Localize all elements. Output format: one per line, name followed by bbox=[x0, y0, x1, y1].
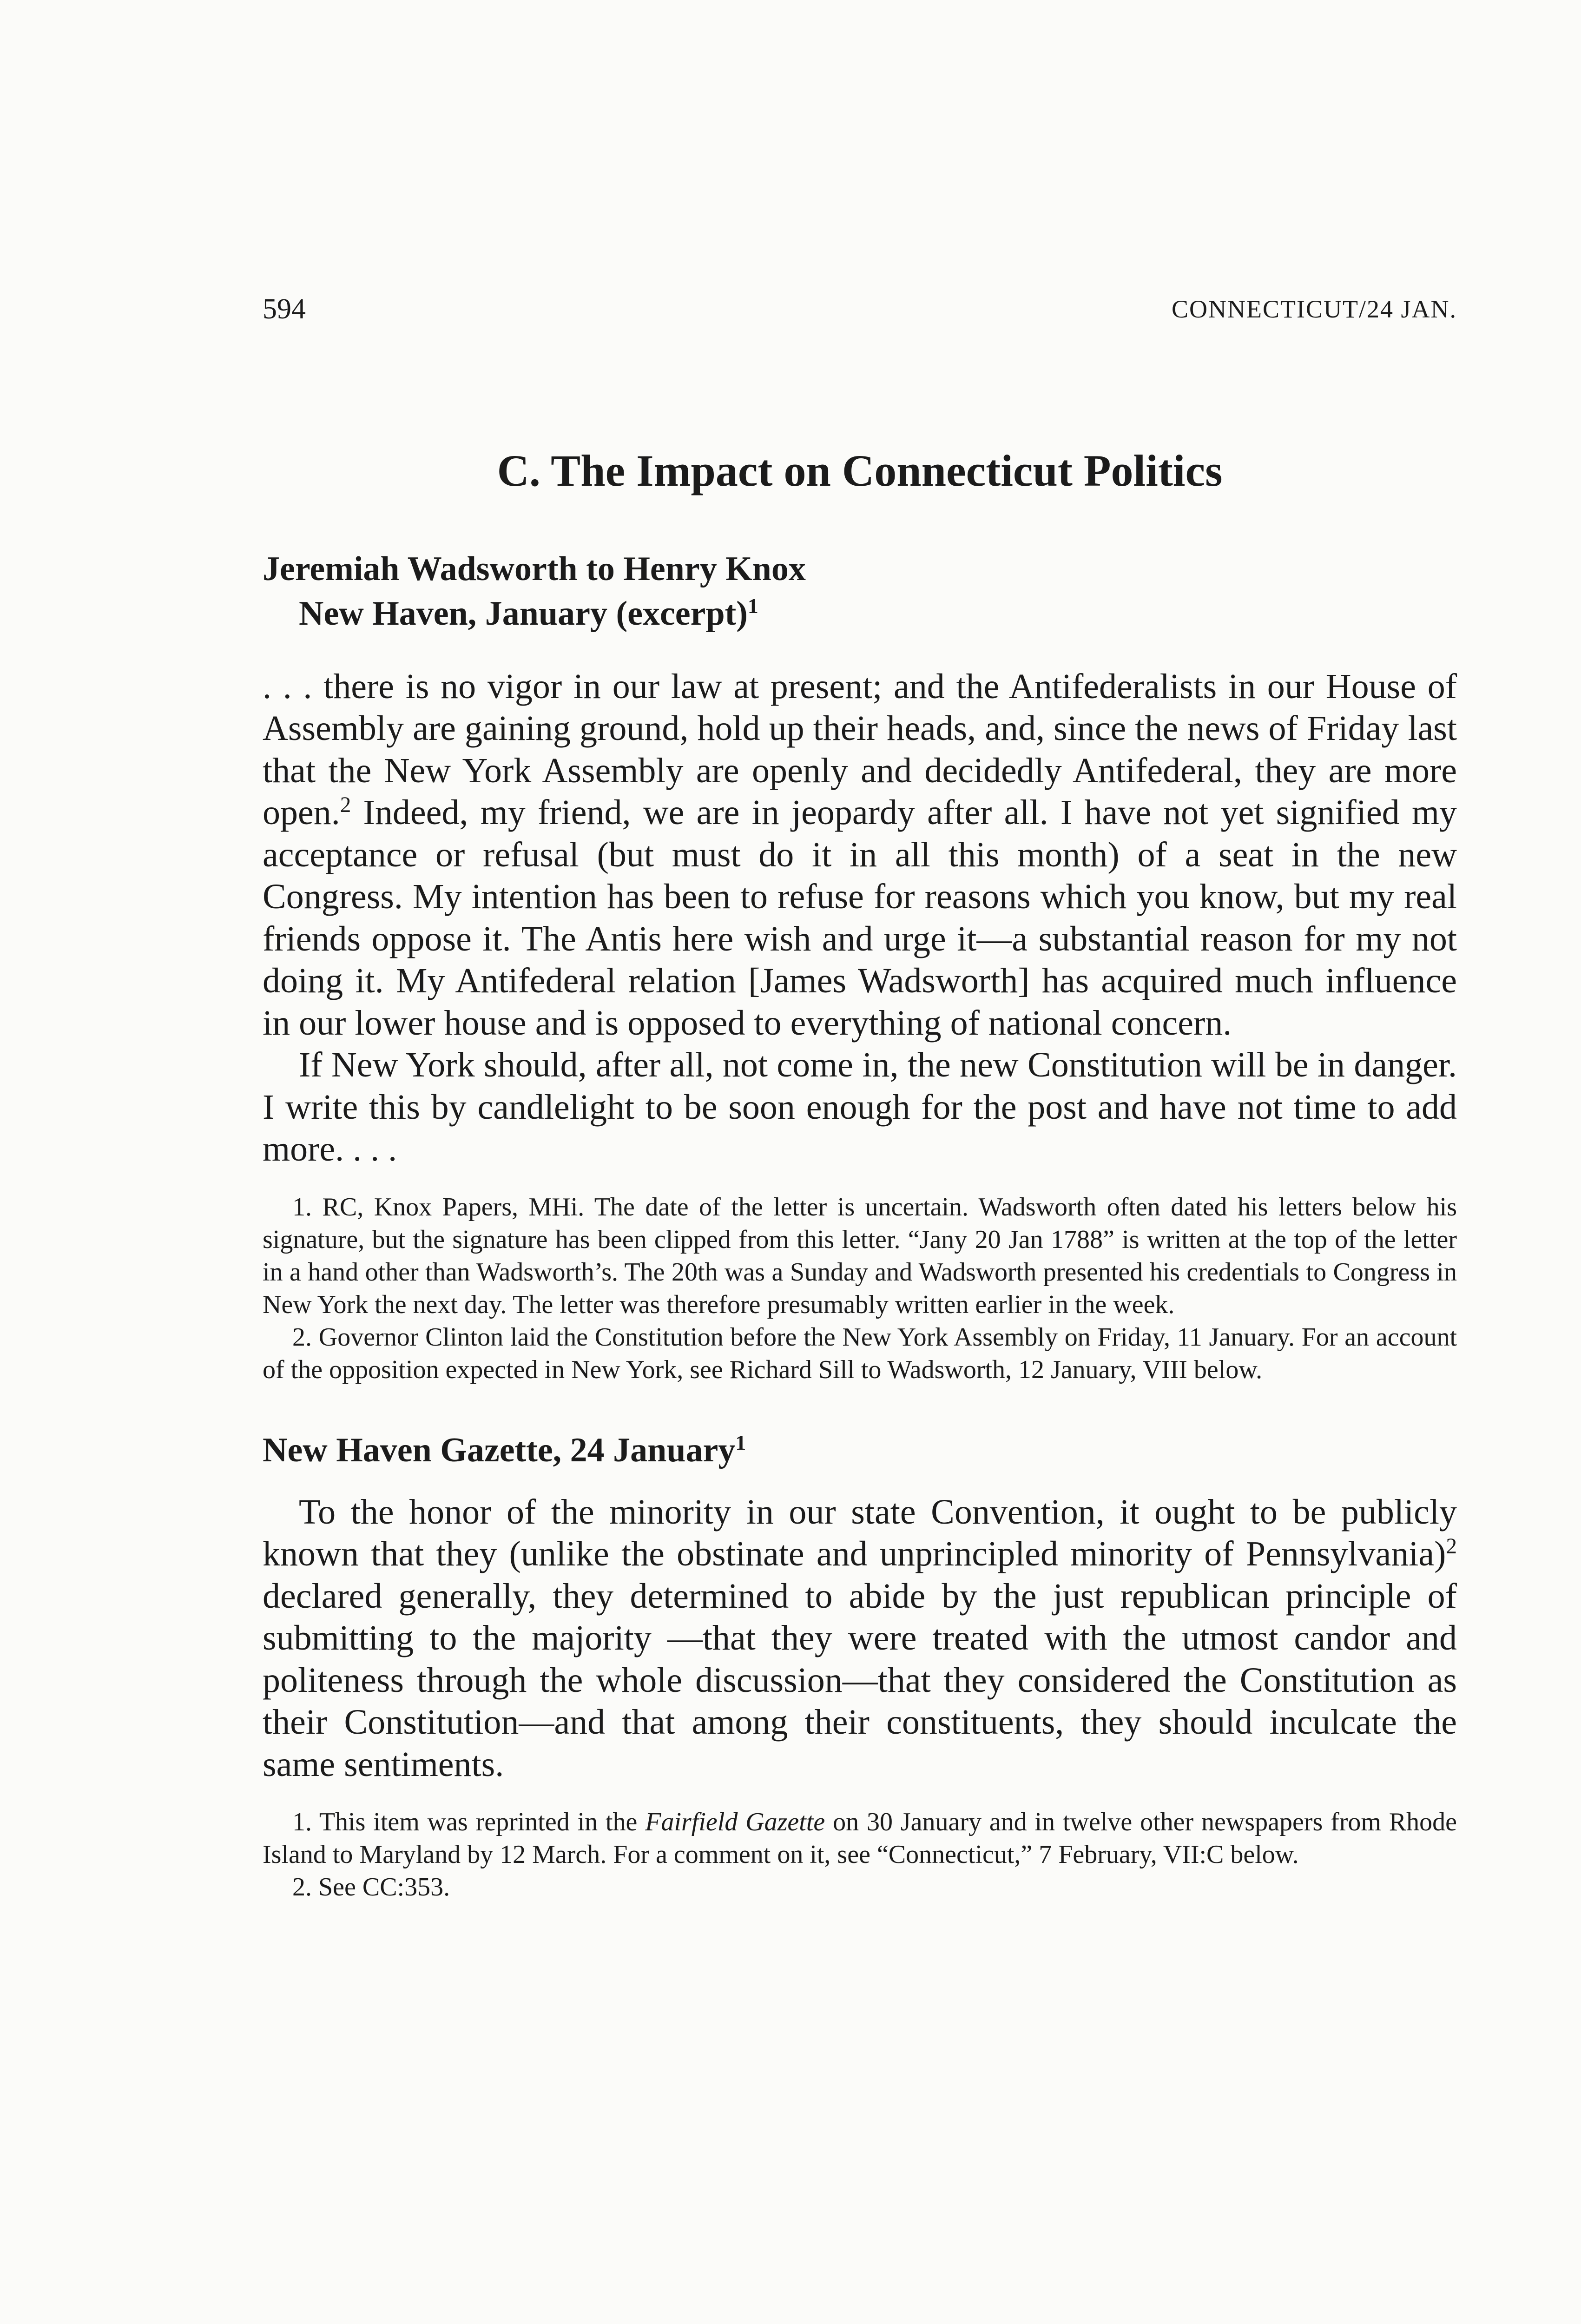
footnotes-gazette bbox=[263, 1806, 1457, 1903]
paragraph-text-cont: declared generally, they determined to abide by the just republican principle of submitting to the majority —that they were treated with the utmost candor and politeness through the whole discussion—that they considered the Constitution as their Constitution—and that among their constituents, they should inculcate the same sentiments. bbox=[263, 1576, 1457, 1784]
letter-paragraph-1 bbox=[263, 666, 1457, 1044]
section-heading: C. The Impact on Connecticut Politics bbox=[497, 446, 1223, 495]
footnote-ref: 1 bbox=[735, 1430, 746, 1454]
footnote-ref: 2 bbox=[340, 793, 351, 818]
note-text: 1. This item was reprinted in the bbox=[292, 1808, 646, 1837]
footnote-1: 1. RC, Knox Papers, MHi. The date of the letter is uncertain. Wadsworth often dated his letters below his signature, but the signature has been clipped from this letter. “Jany 20 Jan 1788” is written at the top of the letter in a hand other than Wadsworth’s. The 20th was a Sunday and Wadsworth presented his credentials to Congress in New York the next day. The letter was therefore presumably written earlier in the week. bbox=[263, 1192, 1457, 1319]
paragraph-text-cont: Indeed, my friend, we are in jeopardy after all. I have not yet signified my acceptance or refusal (but must do it in all this month) of a seat in the new Congress. My intention has been to refuse for reasons which you know, but my real friends oppose it. The Antis here wish and urge it—a substantial reason for my not doing it. My Antifederal relation [James Wadsworth] has acquired much influence in our lower house and is opposed to everything of national concern. bbox=[263, 793, 1457, 1043]
document-heading-wadsworth-to-knox bbox=[263, 547, 1457, 636]
footnotes-wadsworth bbox=[263, 1191, 1457, 1386]
document-heading-new-haven-gazette bbox=[263, 1428, 1457, 1472]
running-head bbox=[263, 293, 1457, 330]
footnote-2: 2. Governor Clinton laid the Constitution before the New York Assembly on Friday, 11 January. For an account of the opposition expected in New York, see Richard Sill to Wadsworth, 12 January, VIII below. bbox=[263, 1322, 1457, 1384]
footnote-ref: 1 bbox=[747, 594, 758, 618]
paragraph-text: . . . there is no vigor in our law at present; and the Antifederalists in our House of Assembly are gaining ground, hold up their heads, and, since the news of Friday last that the New York Assembly are openly and decidedly Antifederal, they are more open. bbox=[263, 667, 1457, 832]
letter-paragraph-2: If New York should, after all, not come in, the new Constitution will be in danger. I write this by candlelight to be soon enough for the post and have not time to add more. . . . bbox=[263, 1045, 1457, 1169]
heading-line-2 bbox=[263, 591, 1457, 636]
newspaper-title: Fairfield Gazette bbox=[645, 1808, 825, 1837]
gazette-paragraph bbox=[263, 1491, 1457, 1786]
footnote-2: 2. See CC:353. bbox=[292, 1873, 450, 1902]
heading-text: New Haven Gazette, 24 January bbox=[263, 1431, 736, 1469]
heading-line-1: Jeremiah Wadsworth to Henry Knox bbox=[263, 549, 806, 588]
running-title: CONNECTICUT/24 JAN. bbox=[1172, 295, 1457, 323]
footnote-1 bbox=[263, 1806, 1457, 1871]
paragraph-text: To the honor of the minority in our state Convention, it ought to be publicly known that they (unlike the obstinate and unprincipled minority of Pennsylvania) bbox=[263, 1492, 1457, 1574]
note-text-cont: on 30 January and in twelve other newspapers from Rhode Island to Maryland by 12 March. For a comment on it, see “Connecticut,” 7 February, VII:C below. bbox=[263, 1808, 1457, 1869]
page-number: 594 bbox=[263, 293, 306, 325]
book-page bbox=[263, 293, 1457, 1903]
footnote-ref: 2 bbox=[1446, 1534, 1457, 1559]
heading-place-date: New Haven, January (excerpt) bbox=[299, 594, 748, 633]
